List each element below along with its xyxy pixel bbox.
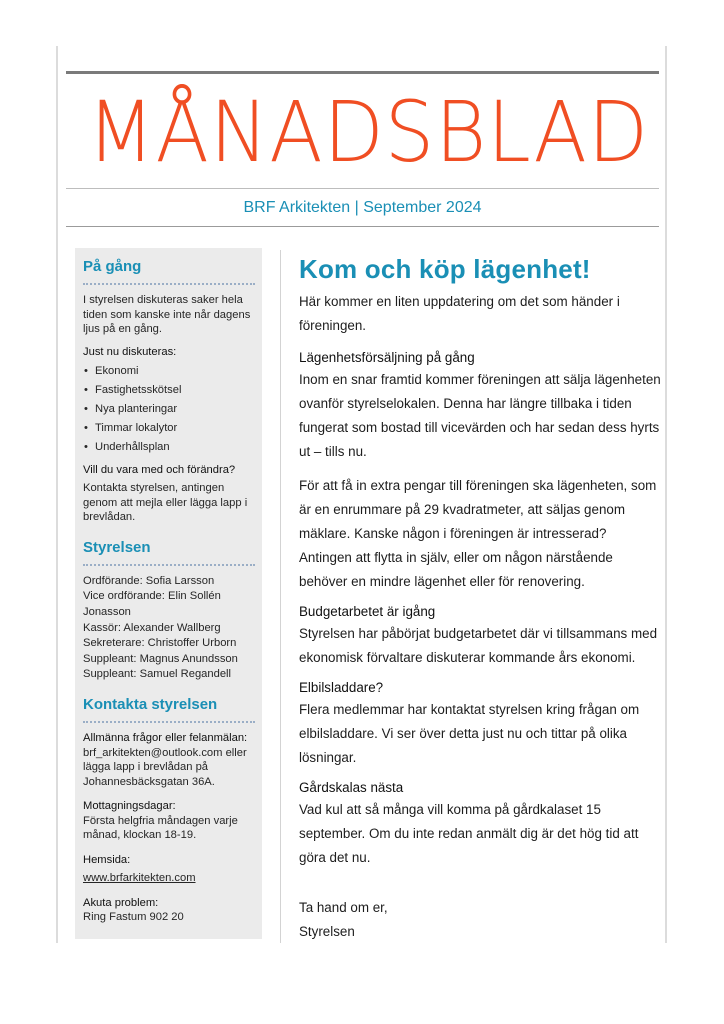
dotted-divider: [83, 564, 255, 566]
discussion-list: [83, 362, 255, 457]
board-member: Kassör: Alexander Wallberg: [83, 621, 221, 634]
sidebar-heading-pa-gang: På gång: [83, 258, 142, 275]
website-label: Hemsida:: [83, 854, 131, 867]
office-days-label: Mottagningsdagar:: [83, 800, 176, 813]
article-title: Kom och köp lägenhet!: [299, 254, 591, 284]
dotted-divider: [83, 283, 255, 285]
section-heading: Budgetarbetet är igång: [299, 604, 436, 619]
dotted-divider: [83, 721, 255, 723]
board-member: Suppleant: Samuel Regandell: [83, 668, 232, 681]
newsletter-subtitle: BRF Arkitekten | September 2024: [243, 199, 482, 216]
sidebar-heading-kontakt: Kontakta styrelsen: [83, 695, 218, 713]
divider-rule: [66, 188, 659, 189]
section-paragraph: För att få in extra pengar till föreningen ska lägenheten, som är en enrummare på 29 kvadratmeter, att säljas genom mäklare. Kanske någon i föreningen är intresserad? Antingen att flytta in själv, eller om någon närstående behöver en mindre lägenhet eller för renovering.: [299, 478, 657, 589]
list-item: • Underhållsplan: [83, 438, 255, 457]
section-heading: Elbilsladdare?: [299, 680, 384, 695]
list-item: • Nya planteringar: [83, 400, 255, 419]
closing-line: Ta hand om er,: [299, 900, 388, 915]
list-item: • Ekonomi: [83, 362, 255, 381]
newsletter-title: MÅNADSBLAD: [87, 83, 649, 181]
board-member: Sekreterare: Christoffer Urborn: [83, 637, 237, 650]
list-item: • Fastighetsskötsel: [83, 381, 255, 400]
section-heading: Gårdskalas nästa: [299, 780, 404, 795]
sidebar: [75, 248, 262, 939]
board-member: Ordförande: Sofia Larsson: [83, 574, 215, 587]
section-paragraph: Flera medlemmar har kontaktat styrelsen kring frågan om elbilsladdare. Vi ser över detta just nu och tittar på olika lösningar.: [299, 702, 640, 765]
cta-label: Vill du vara med och förändra?: [83, 464, 236, 477]
urgent-label: Akuta problem:: [83, 896, 159, 909]
sidebar-heading-styrelsen: Styrelsen: [83, 538, 151, 556]
section-heading: Lägenhetsförsäljning på gång: [299, 350, 475, 365]
article-intro: Här kommer en liten uppdatering om det som händer i föreningen.: [299, 294, 620, 333]
column-divider: [280, 250, 281, 943]
list-item: • Timmar lokalytor: [83, 419, 255, 438]
urgent-text: Ring Fastum 902 20: [83, 911, 184, 924]
office-days-text: Första helgfria måndagen varje månad, klockan 18-19.: [83, 814, 238, 842]
board-member: Suppleant: Magnus Anundsson: [83, 652, 238, 665]
section-paragraph: Vad kul att så många vill komma på gårdkalaset 15 september. Om du inte redan anmält dig är det hög tid att göra det nu.: [299, 802, 639, 865]
website-link[interactable]: www.brfarkitekten.com: [83, 871, 196, 884]
cta-text: Kontakta styrelsen, antingen genom att mejla eller lägga lapp i brevlådan.: [83, 481, 248, 524]
section-paragraph: Inom en snar framtid kommer föreningen att sälja lägenheten ovanför styrelselokalen. Denna har längre tillbaka i tiden fungerat som bostad till vicevärden och har sedan dess hyrts ut – tills nu.: [299, 372, 661, 459]
discussion-list-label: Just nu diskuteras:: [83, 345, 177, 358]
pa-gang-intro: I styrelsen diskuteras saker hela tiden som kanske inte når dagens ljus på en gång.: [83, 294, 251, 336]
masthead: [66, 83, 659, 181]
section-paragraph: Styrelsen har påbörjat budgetarbetet där vi tillsammans med ekonomisk förvaltare diskuterar kommande års ekonomi.: [299, 626, 658, 665]
signature: Styrelsen: [299, 924, 355, 939]
board-member: Vice ordförande: Elin Sollén Jonasson: [83, 590, 221, 618]
general-contact-text: brf_arkitekten@outlook.com eller lägga lapp i brevlådan på Johannesbäcksgatan 36A.: [83, 746, 247, 788]
general-contact-label: Allmänna frågor eller felanmälan:: [83, 731, 248, 744]
article: [299, 252, 661, 944]
divider-rule: [66, 226, 659, 227]
top-rule: [66, 71, 659, 74]
